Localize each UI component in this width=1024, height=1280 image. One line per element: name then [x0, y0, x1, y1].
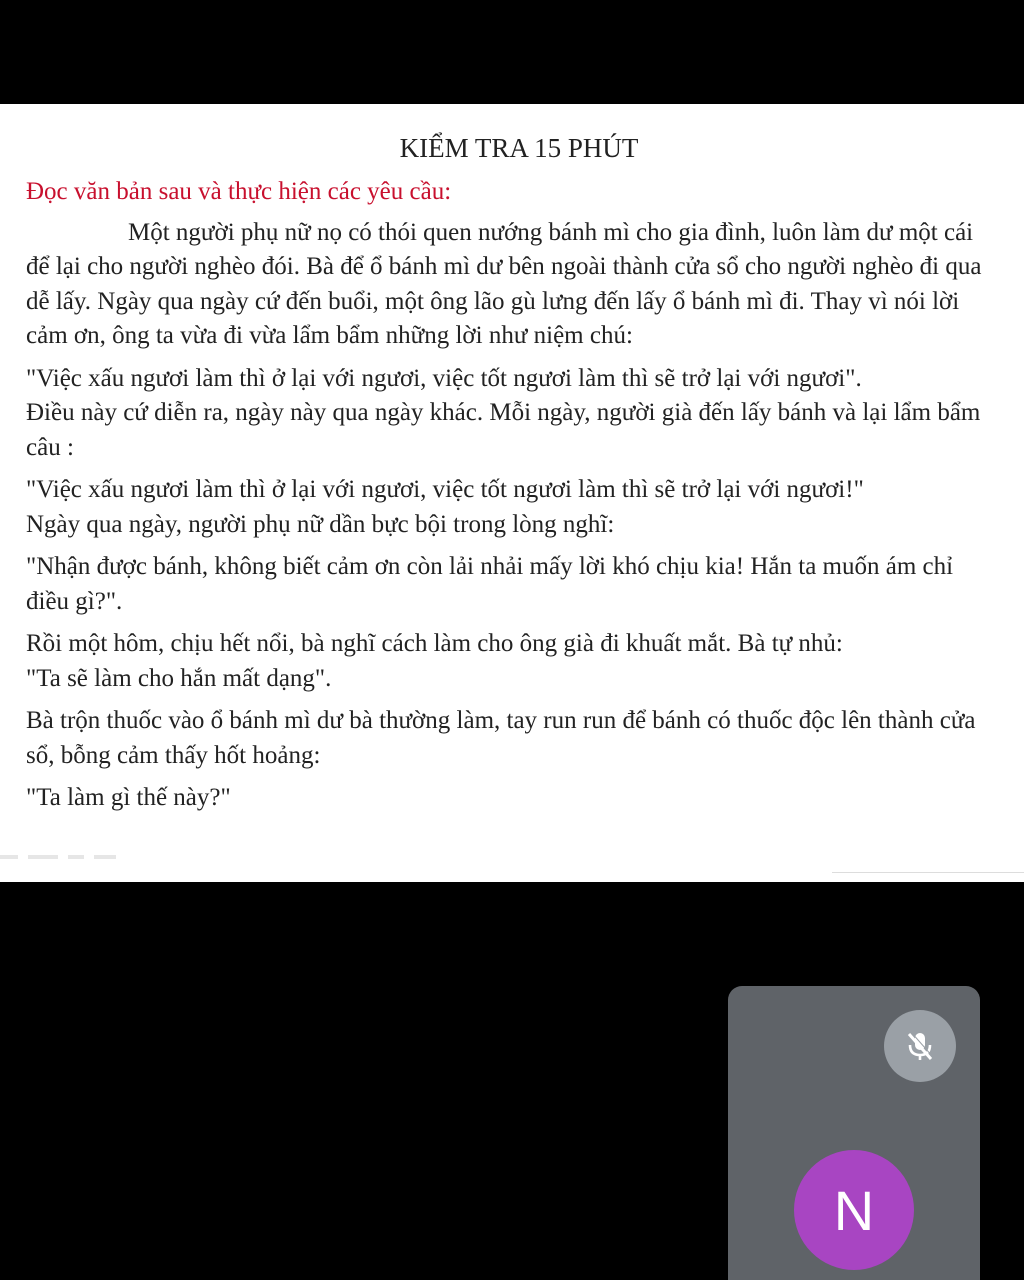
faint-toolbar-remnant	[0, 848, 140, 866]
avatar: N	[794, 1150, 914, 1270]
mic-muted-icon	[884, 1010, 956, 1082]
document-paragraph: "Việc xấu ngươi làm thì ở lại với ngươi, việc tốt ngươi làm thì sẽ trở lại với ngươi".	[26, 364, 862, 392]
document-paragraph: Bà trộn thuốc vào ổ bánh mì dư bà thường làm, tay run run để bánh có thuốc độc lên thành cửa sổ, bỗng cảm thấy hốt hoảng:	[26, 707, 976, 769]
document-paragraph: Ngày qua ngày, người phụ nữ dần bực bội trong lòng nghĩ:	[26, 510, 615, 538]
document-paragraph: "Việc xấu ngươi làm thì ở lại với ngươi, việc tốt ngươi làm thì sẽ trở lại với ngươi!"	[26, 476, 864, 504]
document-paragraph: Điều này cứ diễn ra, ngày này qua ngày khác. Mỗi ngày, người già đến lấy bánh và lại lẩm bẩm câu :	[26, 399, 981, 461]
document-paragraph: Rồi một hôm, chịu hết nổi, bà nghĩ cách làm cho ông già đi khuất mắt. Bà tự nhủ:	[26, 630, 843, 658]
mic-muted-icon-glyph	[900, 1026, 940, 1066]
document-paragraph: Một người phụ nữ nọ có thói quen nướng bánh mì cho gia đình, luôn làm dư một cái để lại cho người nghèo đói. Bà để ổ bánh mì dư bên ngoài thành cửa sổ cho người nghèo đi qua dễ lấy. Ngày qua ngày cứ đến buổi, một ông lão gù lưng đến lấy ổ bánh mì đi. Thay vì nói lời cảm ơn, ông ta vừa đi vừa lẩm bẩm những lời như niệm chú:	[26, 218, 982, 350]
shared-document	[0, 104, 1024, 882]
document-paragraph: "Ta làm gì thế này?"	[26, 784, 231, 812]
participant-tile[interactable]	[728, 986, 980, 1280]
document-title: KIỂM TRA 15 PHÚT	[399, 133, 639, 163]
divider	[832, 872, 1024, 873]
document-instruction: Đọc văn bản sau và thực hiện các yêu cầu:	[26, 178, 452, 206]
document-paragraph: "Nhận được bánh, không biết cảm ơn còn lải nhải mấy lời khó chịu kia! Hắn ta muốn ám chỉ điều gì?".	[26, 553, 954, 615]
document-paragraph: "Ta sẽ làm cho hắn mất dạng".	[26, 664, 332, 692]
